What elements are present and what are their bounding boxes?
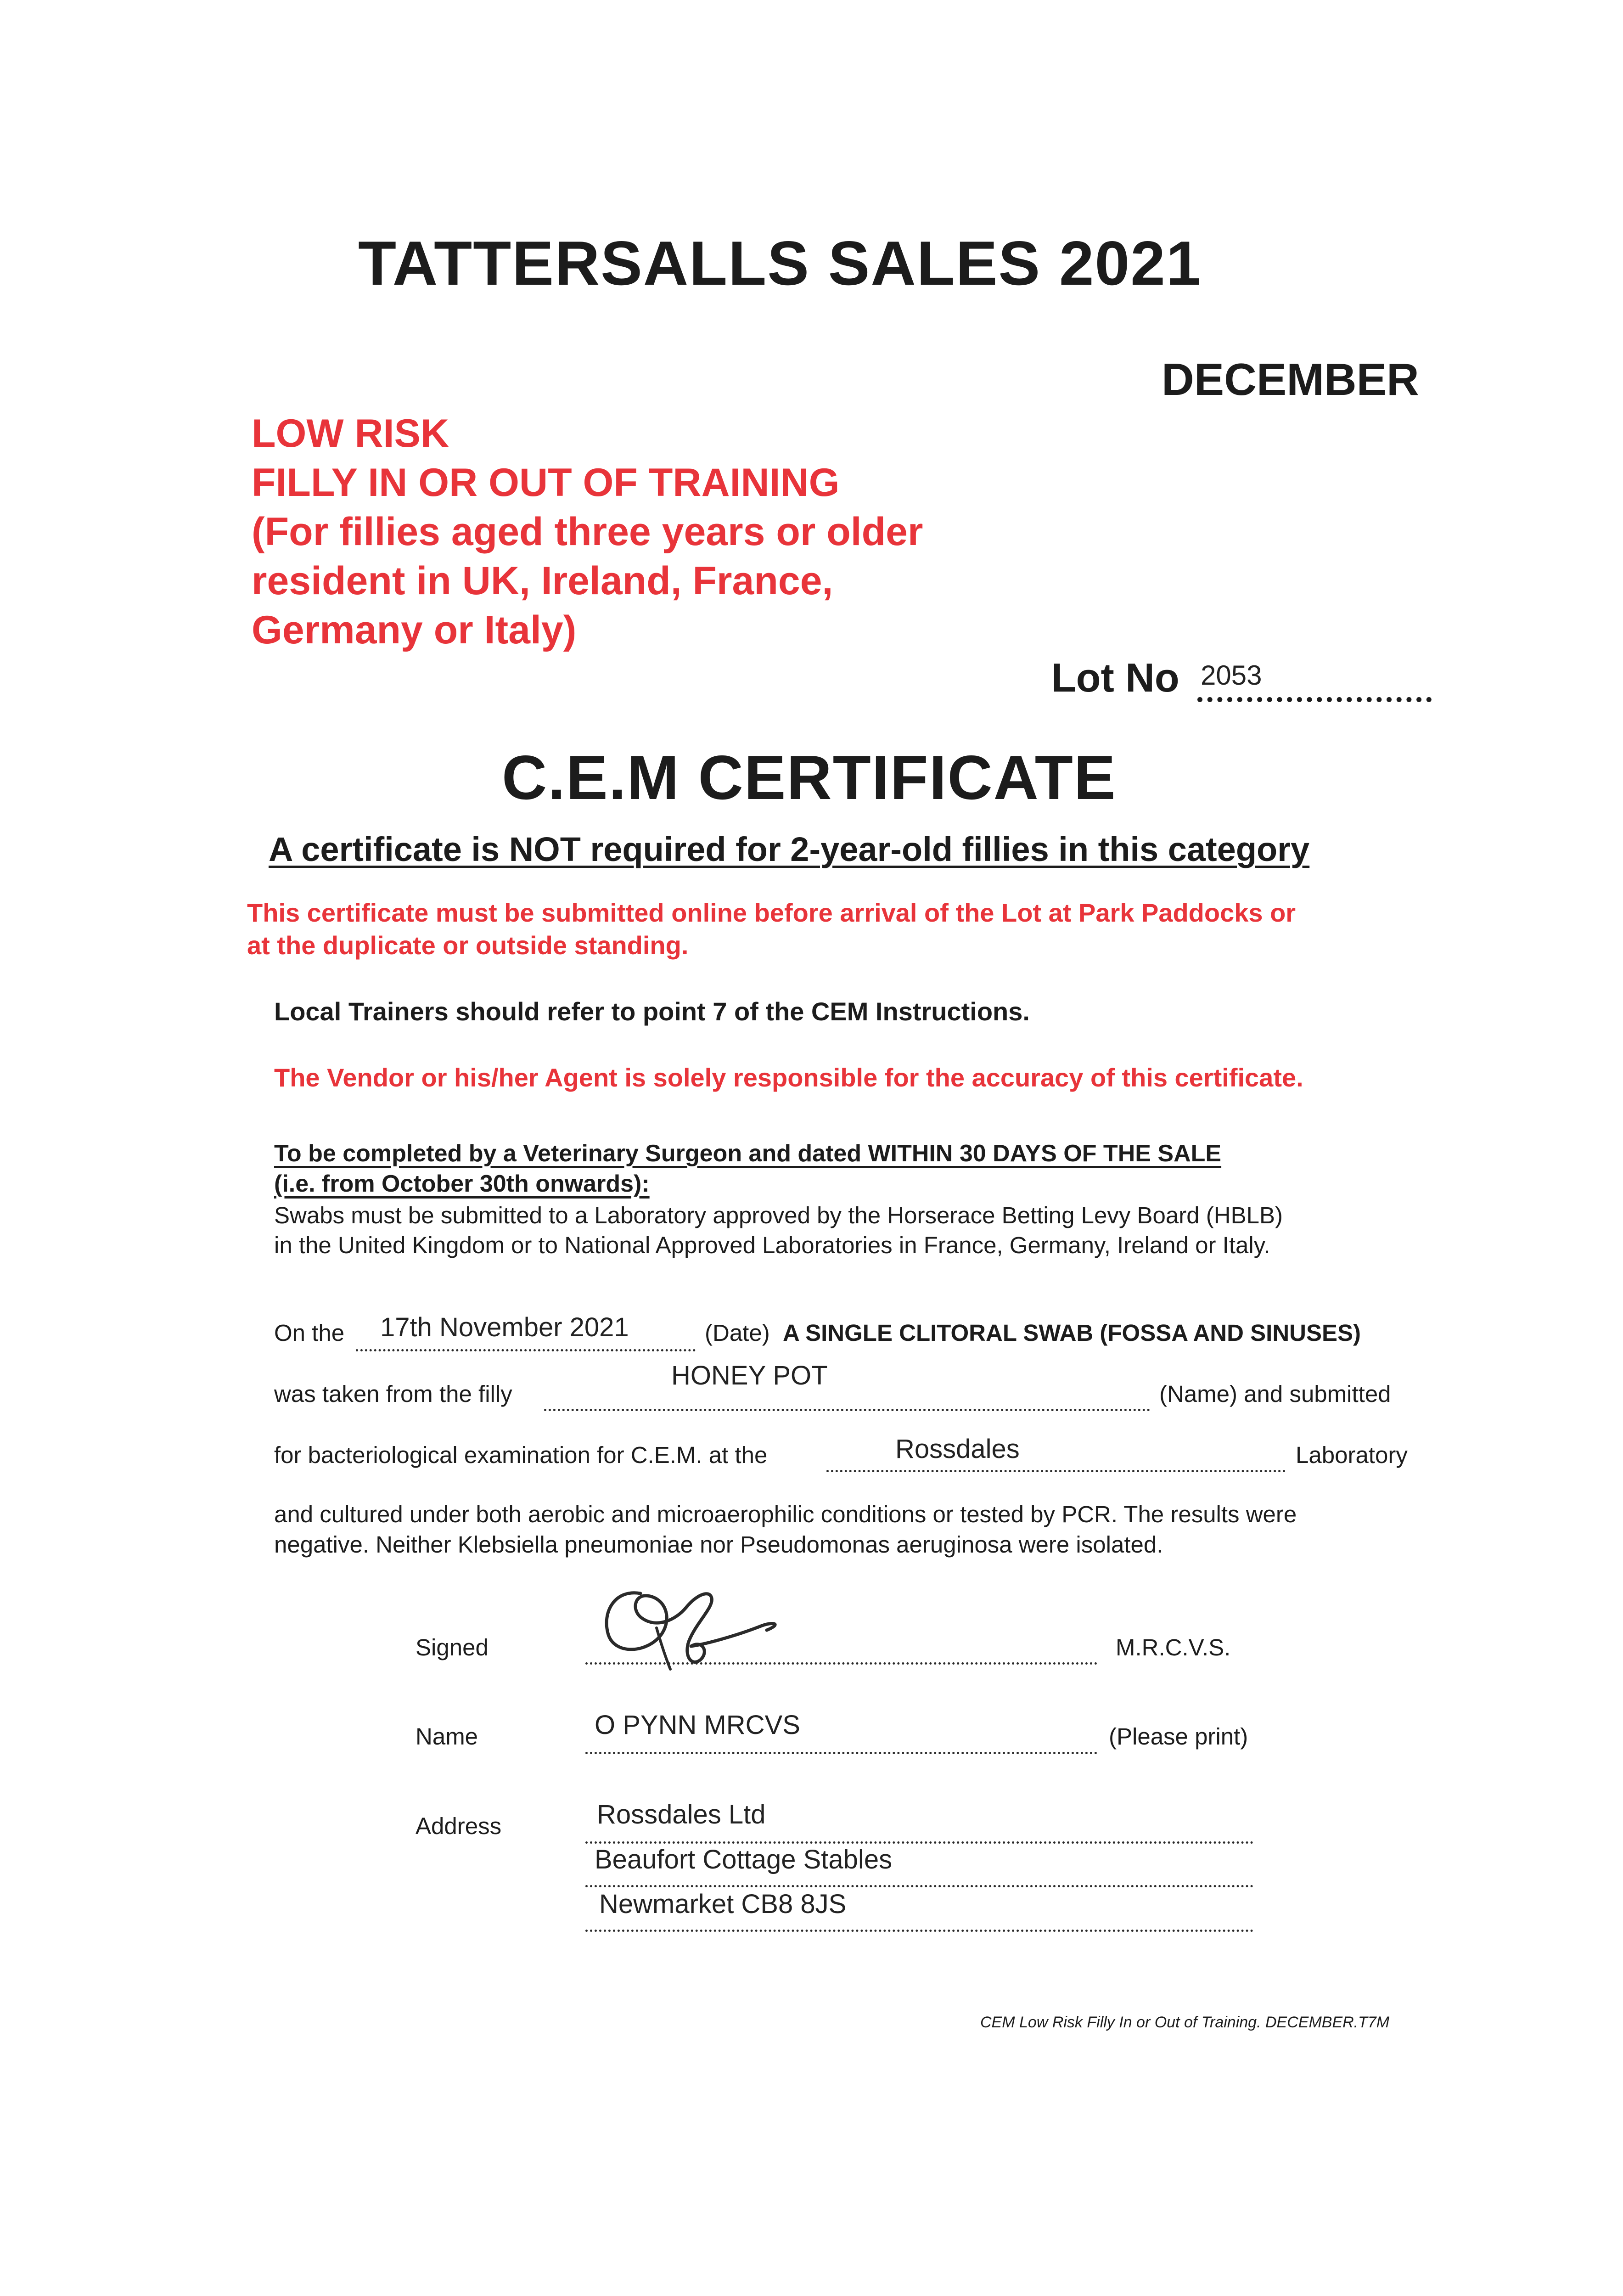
- vet-heading-line-2: (i.e. from October 30th onwards):: [274, 1171, 650, 1197]
- name-label: Name: [416, 1723, 478, 1750]
- trainers-notice: Local Trainers should refer to point 7 of the CEM Instructions.: [274, 997, 1030, 1026]
- vet-name-value: O PYNN MRCVS: [595, 1710, 800, 1740]
- handwritten-signature: [597, 1580, 813, 1671]
- footer-reference: CEM Low Risk Filly In or Out of Training. DECEMBER.T7M: [980, 2014, 1390, 2031]
- swab-description: A SINGLE CLITORAL SWAB (FOSSA AND SINUSES): [783, 1320, 1361, 1346]
- laboratory-suffix: Laboratory: [1296, 1442, 1408, 1468]
- vet-body-line-2: in the United Kingdom or to National Approved Laboratories in France, Germany, Ireland or Italy.: [274, 1232, 1270, 1258]
- vendor-notice: The Vendor or his/her Agent is solely responsible for the accuracy of this certificate.: [274, 1063, 1303, 1092]
- risk-line-4: resident in UK, Ireland, France,: [252, 559, 833, 603]
- filly-name-dotted-line: [544, 1382, 1150, 1411]
- vet-body-line-1: Swabs must be submitted to a Laboratory approved by the Horserace Betting Levy Board (HBLB): [274, 1202, 1283, 1228]
- risk-line-1: LOW RISK: [252, 411, 449, 456]
- signed-suffix: M.R.C.V.S.: [1116, 1634, 1231, 1660]
- risk-line-5: Germany or Italy): [252, 608, 577, 652]
- result-line-2: negative. Neither Klebsiella pneumoniae nor Pseudomonas aeruginosa were isolated.: [274, 1531, 1163, 1558]
- vet-heading-line-1: To be completed by a Veterinary Surgeon and dated WITHIN 30 DAYS OF THE SALE: [274, 1140, 1222, 1167]
- certificate-title: C.E.M CERTIFICATE: [502, 743, 1117, 812]
- certificate-subtitle: A certificate is NOT required for 2-year-old fillies in this category: [269, 830, 1310, 868]
- swab-date-value: 17th November 2021: [380, 1312, 629, 1342]
- address-line-1: Rossdales Ltd: [597, 1800, 766, 1829]
- name-suffix: (Name) and submitted: [1159, 1381, 1391, 1407]
- signed-label: Signed: [416, 1634, 489, 1660]
- lot-number-label: Lot No: [1051, 655, 1179, 700]
- submission-notice-line-2: at the duplicate or outside standing.: [247, 931, 689, 960]
- address-label: Address: [416, 1813, 502, 1839]
- result-line-1: and cultured under both aerobic and microaerophilic conditions or tested by PCR. The results were: [274, 1501, 1297, 1527]
- date-suffix: (Date): [705, 1320, 770, 1346]
- laboratory-value: Rossdales: [895, 1434, 1020, 1464]
- risk-line-3: (For fillies aged three years or older: [252, 510, 923, 554]
- main-title: TATTERSALLS SALES 2021: [358, 228, 1202, 298]
- sale-month: DECEMBER: [1162, 354, 1419, 405]
- name-print-suffix: (Please print): [1109, 1723, 1248, 1750]
- risk-line-2: FILLY IN OR OUT OF TRAINING: [252, 461, 840, 505]
- address-line-2: Beaufort Cottage Stables: [595, 1845, 893, 1874]
- lot-number-value: 2053: [1201, 660, 1262, 691]
- taken-from-label: was taken from the filly: [274, 1381, 512, 1407]
- address-line-3: Newmarket CB8 8JS: [599, 1889, 847, 1919]
- on-the-label: On the: [274, 1320, 345, 1346]
- filly-name-value: HONEY POT: [671, 1361, 828, 1390]
- exam-label: for bacteriological examination for C.E.M. at the: [274, 1442, 768, 1468]
- submission-notice-line-1: This certificate must be submitted online before arrival of the Lot at Park Paddocks or: [247, 898, 1296, 927]
